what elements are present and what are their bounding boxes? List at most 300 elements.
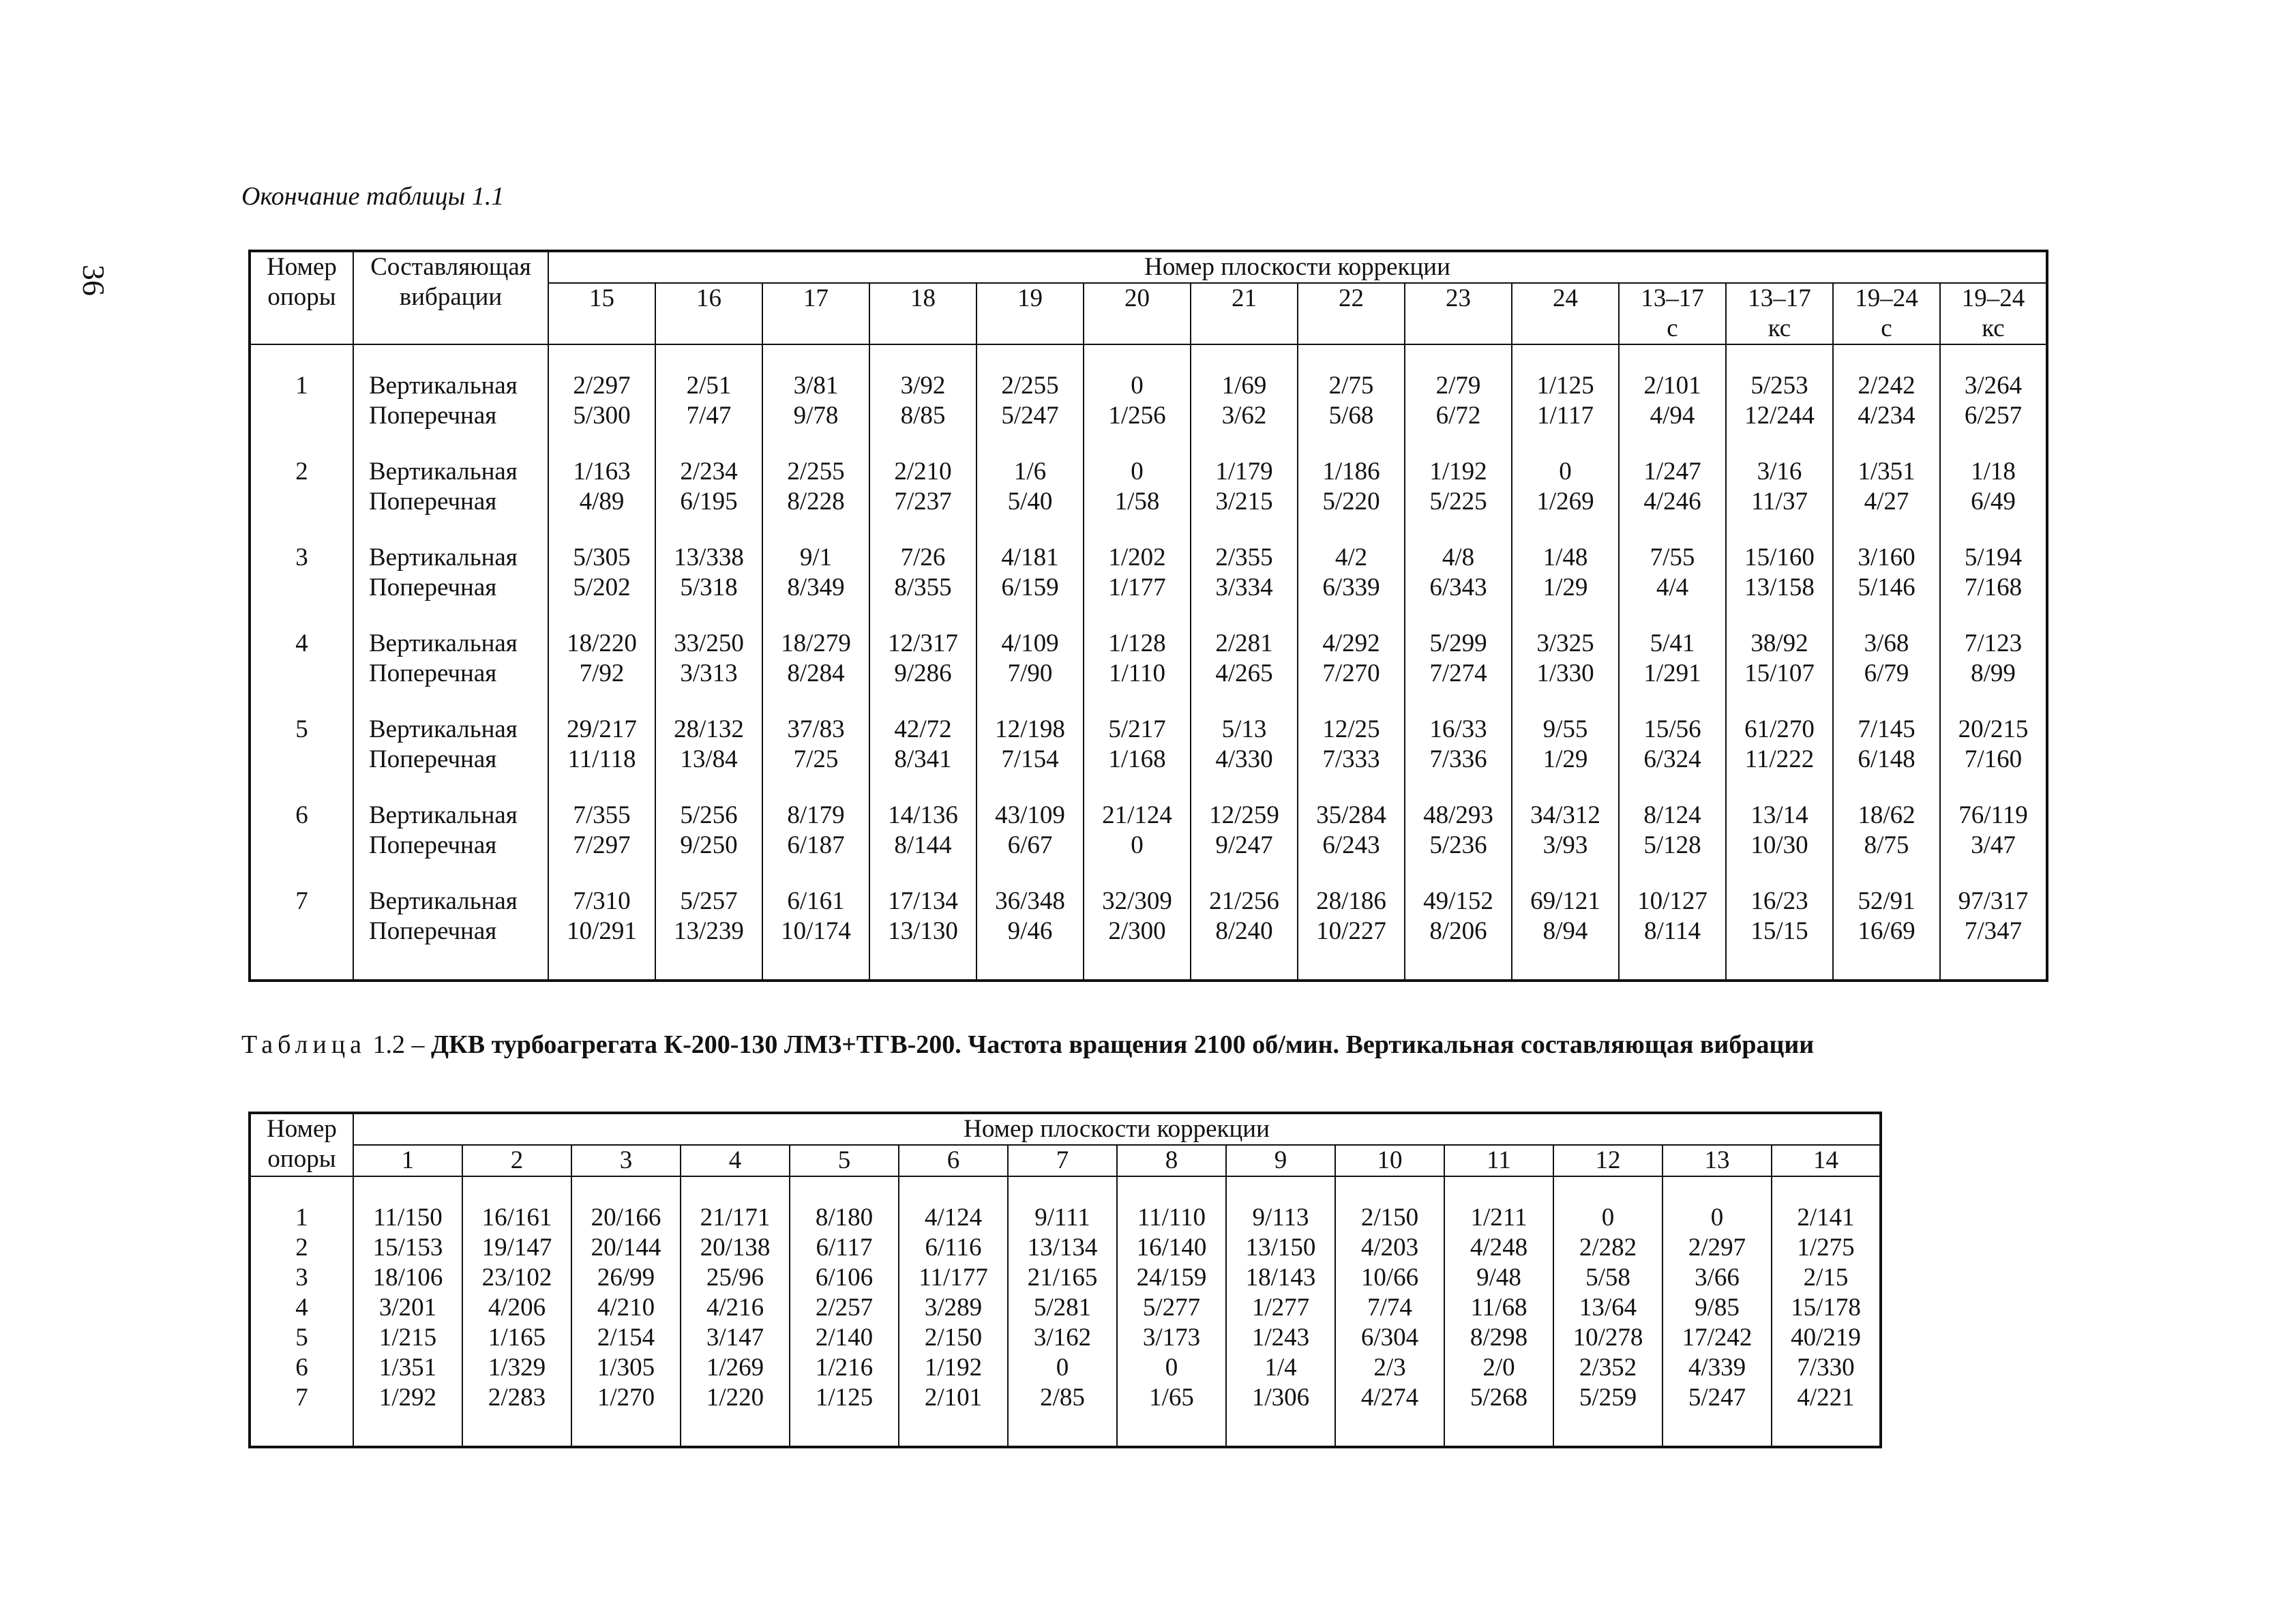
vertical-value: 35/284	[1316, 801, 1386, 829]
vertical-value: 8/124	[1643, 801, 1701, 829]
transverse-value: 6/339	[1322, 573, 1380, 601]
vibration-component-cell	[353, 689, 548, 775]
transverse-value: 5/300	[573, 402, 631, 430]
column-header: 12	[1553, 1145, 1663, 1176]
transverse-value: 1/291	[1643, 659, 1701, 687]
value-cell: 1/329	[462, 1353, 571, 1383]
value-cell	[1833, 861, 1940, 981]
value-cell	[762, 431, 869, 517]
value-cell: 2/101	[899, 1383, 1008, 1447]
value-cell: 2/141	[1772, 1176, 1881, 1233]
transverse-value: 4/246	[1643, 488, 1701, 516]
support-number: 3	[250, 517, 353, 603]
value-cell: 1/277	[1226, 1293, 1335, 1323]
value-cell	[1619, 517, 1726, 603]
transverse-value: 3/62	[1221, 402, 1267, 430]
value-cell: 2/150	[1335, 1176, 1444, 1233]
value-cell	[1084, 517, 1191, 603]
value-cell	[1084, 603, 1191, 689]
vertical-value: 21/124	[1102, 801, 1172, 829]
vertical-value: 2/297	[573, 372, 631, 400]
table-row	[250, 1263, 1881, 1293]
value-cell: 9/113	[1226, 1176, 1335, 1233]
transverse-value: 8/341	[894, 745, 952, 773]
value-cell	[1726, 517, 1833, 603]
value-cell	[976, 517, 1084, 603]
value-cell: 2/3	[1335, 1353, 1444, 1383]
table-row	[250, 1233, 1881, 1263]
vertical-value: 49/152	[1423, 887, 1493, 915]
transverse-value: 13/84	[680, 745, 738, 773]
value-cell	[1726, 861, 1833, 981]
transverse-value: 7/336	[1429, 745, 1487, 773]
value-cell	[548, 861, 655, 981]
transverse-value: 4/330	[1215, 745, 1273, 773]
transverse-value: 15/107	[1744, 659, 1815, 687]
vertical-value: 18/279	[781, 629, 851, 657]
value-cell	[1298, 431, 1405, 517]
value-cell	[1405, 603, 1512, 689]
value-cell	[1405, 689, 1512, 775]
value-cell: 18/143	[1226, 1263, 1335, 1293]
transverse-value: 8/206	[1429, 917, 1487, 945]
column-header: 19–24 с	[1833, 283, 1940, 344]
table-row	[250, 1323, 1881, 1353]
transverse-value: 7/92	[579, 659, 625, 687]
value-cell: 18/106	[353, 1263, 462, 1293]
transverse-value: 6/72	[1435, 402, 1481, 430]
vertical-value: 9/1	[799, 543, 833, 571]
header-correction-plane-number: Номер плоскости коррекции	[353, 1113, 1881, 1145]
value-cell: 7/74	[1335, 1293, 1444, 1323]
value-cell	[1512, 861, 1619, 981]
vertical-value: 2/255	[787, 458, 845, 486]
value-cell: 19/147	[462, 1233, 571, 1263]
column-header: 13–17 с	[1619, 283, 1726, 344]
value-cell	[655, 517, 762, 603]
support-number: 5	[250, 689, 353, 775]
support-number: 2	[250, 431, 353, 517]
page-number: 36	[76, 265, 111, 296]
vertical-value: 18/220	[567, 629, 637, 657]
transverse-value: 7/333	[1322, 745, 1380, 773]
transverse-value: 6/159	[1001, 573, 1059, 601]
value-cell	[1833, 431, 1940, 517]
transverse-value: 1/330	[1536, 659, 1594, 687]
column-header: 3	[571, 1145, 681, 1176]
value-cell: 20/144	[571, 1233, 681, 1263]
value-cell	[1191, 431, 1298, 517]
value-cell: 40/219	[1772, 1323, 1881, 1353]
table-row	[250, 1353, 1881, 1383]
value-cell: 16/161	[462, 1176, 571, 1233]
transverse-value: 11/222	[1744, 745, 1815, 773]
transverse-value: 16/69	[1858, 917, 1915, 945]
vertical-value: 52/91	[1858, 887, 1915, 915]
table-1-1	[248, 250, 2048, 982]
vertical-value: 33/250	[674, 629, 744, 657]
vertical-value: 12/25	[1322, 715, 1380, 743]
transverse-value: 5/225	[1429, 488, 1487, 516]
column-header: 16	[655, 283, 762, 344]
transverse-value: 5/68	[1328, 402, 1374, 430]
value-cell: 8/180	[790, 1176, 899, 1233]
transverse-value: 10/227	[1316, 917, 1386, 945]
vertical-value: 5/217	[1108, 715, 1166, 743]
vibration-component-cell	[353, 861, 548, 981]
value-cell	[869, 689, 976, 775]
vertical-value: 1/163	[573, 458, 631, 486]
value-cell: 5/277	[1117, 1293, 1226, 1323]
caption-title: ДКВ турбоагрегата К-200-130 ЛМЗ+ТГВ-200. Частота вращения 2100 об/мин. Вертикальная составляющая вибрации	[431, 1030, 1815, 1059]
vertical-value: 17/134	[888, 887, 958, 915]
transverse-value: 6/79	[1864, 659, 1909, 687]
value-cell: 11/177	[899, 1263, 1008, 1293]
value-cell	[1191, 689, 1298, 775]
vertical-label: Вертикальная	[369, 543, 518, 571]
vertical-label: Вертикальная	[369, 887, 518, 915]
value-cell	[762, 775, 869, 861]
vertical-value: 21/256	[1209, 887, 1279, 915]
value-cell	[1512, 431, 1619, 517]
value-cell: 0	[1553, 1176, 1663, 1233]
vertical-value: 8/179	[787, 801, 845, 829]
transverse-value: 6/195	[680, 488, 738, 516]
transverse-value: 7/168	[1964, 573, 2023, 601]
value-cell: 13/150	[1226, 1233, 1335, 1263]
value-cell	[548, 603, 655, 689]
value-cell: 3/201	[353, 1293, 462, 1323]
value-cell: 11/150	[353, 1176, 462, 1233]
value-cell	[976, 603, 1084, 689]
table-row	[250, 689, 2047, 775]
value-cell	[1726, 344, 1833, 431]
value-cell: 17/242	[1663, 1323, 1772, 1353]
value-cell	[1726, 689, 1833, 775]
value-cell: 2/154	[571, 1323, 681, 1353]
transverse-value: 9/78	[793, 402, 839, 430]
transverse-label: Поперечная	[369, 745, 497, 773]
value-cell: 4/248	[1444, 1233, 1553, 1263]
transverse-value: 7/160	[1964, 745, 2023, 773]
value-cell: 15/178	[1772, 1293, 1881, 1323]
table-row	[250, 861, 2047, 981]
value-cell: 1/125	[790, 1383, 899, 1447]
column-header: 5	[790, 1145, 899, 1176]
value-cell: 2/257	[790, 1293, 899, 1323]
transverse-value: 8/240	[1215, 917, 1273, 945]
transverse-value: 4/4	[1656, 573, 1689, 601]
transverse-value: 1/269	[1536, 488, 1594, 516]
transverse-value: 4/27	[1864, 488, 1909, 516]
vertical-value: 3/92	[900, 372, 946, 400]
support-number: 4	[250, 603, 353, 689]
transverse-value: 6/187	[787, 831, 845, 859]
transverse-value: 9/286	[894, 659, 952, 687]
transverse-value: 1/58	[1114, 488, 1160, 516]
vertical-value: 6/161	[787, 887, 845, 915]
vertical-value: 69/121	[1530, 887, 1600, 915]
transverse-value: 5/40	[1007, 488, 1053, 516]
value-cell: 11/110	[1117, 1176, 1226, 1233]
value-cell: 4/206	[462, 1293, 571, 1323]
vertical-label: Вертикальная	[369, 715, 518, 743]
vertical-label: Вертикальная	[369, 629, 518, 657]
value-cell	[762, 344, 869, 431]
transverse-value: 1/110	[1109, 659, 1165, 687]
column-header: 11	[1444, 1145, 1553, 1176]
transverse-value: 7/154	[1001, 745, 1059, 773]
caption-prefix: Таблица	[241, 1030, 367, 1059]
transverse-value: 7/47	[686, 402, 732, 430]
value-cell	[655, 344, 762, 431]
column-header: 13–17 кс	[1726, 283, 1833, 344]
vertical-value: 34/312	[1530, 801, 1600, 829]
vertical-label: Вертикальная	[369, 458, 518, 486]
vertical-value: 20/215	[1958, 715, 2029, 743]
vertical-value: 4/181	[1001, 543, 1059, 571]
value-cell	[1298, 517, 1405, 603]
value-cell: 2/297	[1663, 1233, 1772, 1263]
value-cell	[1726, 431, 1833, 517]
value-cell: 1/165	[462, 1323, 571, 1353]
header-support-number: Номер опоры	[250, 251, 353, 344]
transverse-value: 5/236	[1429, 831, 1487, 859]
vertical-value: 4/292	[1322, 629, 1380, 657]
column-header: 7	[1008, 1145, 1117, 1176]
column-header: 19	[976, 283, 1084, 344]
value-cell	[548, 775, 655, 861]
value-cell: 1/215	[353, 1323, 462, 1353]
value-cell: 1/4	[1226, 1353, 1335, 1383]
table-row	[250, 517, 2047, 603]
column-header: 13	[1663, 1145, 1772, 1176]
value-cell: 9/48	[1444, 1263, 1553, 1293]
value-cell: 1/306	[1226, 1383, 1335, 1447]
vertical-value: 3/325	[1536, 629, 1594, 657]
vertical-value: 12/198	[995, 715, 1065, 743]
vertical-value: 15/160	[1744, 543, 1815, 571]
value-cell: 3/162	[1008, 1323, 1117, 1353]
support-number: 4	[250, 1293, 353, 1323]
column-header: 24	[1512, 283, 1619, 344]
value-cell: 21/165	[1008, 1263, 1117, 1293]
transverse-value: 13/130	[888, 917, 958, 945]
value-cell: 2/140	[790, 1323, 899, 1353]
value-cell	[762, 603, 869, 689]
value-cell: 8/298	[1444, 1323, 1553, 1353]
vertical-value: 29/217	[567, 715, 637, 743]
transverse-value: 6/148	[1858, 745, 1915, 773]
value-cell: 10/66	[1335, 1263, 1444, 1293]
value-cell	[976, 689, 1084, 775]
vertical-value: 0	[1131, 372, 1144, 400]
vertical-value: 2/355	[1215, 543, 1273, 571]
vertical-value: 3/68	[1864, 629, 1909, 657]
vertical-value: 5/194	[1964, 543, 2023, 571]
value-cell: 2/283	[462, 1383, 571, 1447]
transverse-value: 8/85	[900, 402, 946, 430]
transverse-value: 7/347	[1964, 917, 2023, 945]
header-correction-plane-number: Номер плоскости коррекции	[548, 251, 2047, 283]
transverse-value: 5/220	[1322, 488, 1380, 516]
transverse-value: 3/47	[1971, 831, 2016, 859]
transverse-value: 8/99	[1971, 659, 2016, 687]
value-cell: 20/166	[571, 1176, 681, 1233]
vertical-value: 7/123	[1964, 629, 2023, 657]
transverse-label: Поперечная	[369, 573, 497, 601]
vertical-value: 1/125	[1536, 372, 1594, 400]
vertical-value: 9/55	[1542, 715, 1588, 743]
value-cell: 6/116	[899, 1233, 1008, 1263]
vertical-value: 37/83	[787, 715, 845, 743]
vertical-value: 4/109	[1001, 629, 1059, 657]
value-cell	[1512, 775, 1619, 861]
value-cell: 23/102	[462, 1263, 571, 1293]
value-cell	[1512, 344, 1619, 431]
value-cell	[655, 689, 762, 775]
value-cell	[1405, 344, 1512, 431]
vibration-component-cell	[353, 603, 548, 689]
table-row	[250, 775, 2047, 861]
value-cell	[1512, 603, 1619, 689]
transverse-value: 13/239	[674, 917, 744, 945]
value-cell: 4/210	[571, 1293, 681, 1323]
header-support-number: Номер опоры	[250, 1113, 353, 1176]
value-cell	[1833, 517, 1940, 603]
column-header: 1	[353, 1145, 462, 1176]
value-cell: 5/58	[1553, 1263, 1663, 1293]
transverse-label: Поперечная	[369, 659, 497, 687]
vertical-value: 2/75	[1328, 372, 1374, 400]
vertical-value: 16/33	[1429, 715, 1487, 743]
value-cell	[869, 861, 976, 981]
value-cell: 16/140	[1117, 1233, 1226, 1263]
value-cell: 15/153	[353, 1233, 462, 1263]
value-cell	[1084, 689, 1191, 775]
transverse-value: 1/177	[1108, 573, 1166, 601]
value-cell: 1/65	[1117, 1383, 1226, 1447]
table-row	[250, 431, 2047, 517]
value-cell: 4/339	[1663, 1353, 1772, 1383]
table-row	[250, 1176, 1881, 1233]
vertical-value: 16/23	[1750, 887, 1808, 915]
value-cell	[1191, 861, 1298, 981]
value-cell	[548, 431, 655, 517]
value-cell: 1/192	[899, 1353, 1008, 1383]
transverse-value: 4/94	[1650, 402, 1695, 430]
transverse-value: 3/93	[1542, 831, 1588, 859]
value-cell	[1619, 344, 1726, 431]
value-cell	[869, 775, 976, 861]
value-cell	[1084, 861, 1191, 981]
value-cell	[1298, 775, 1405, 861]
value-cell: 3/147	[681, 1323, 790, 1353]
transverse-value: 10/291	[567, 917, 637, 945]
transverse-value: 5/146	[1858, 573, 1915, 601]
value-cell: 2/282	[1553, 1233, 1663, 1263]
value-cell	[1191, 775, 1298, 861]
vertical-value: 42/72	[894, 715, 952, 743]
value-cell: 1/243	[1226, 1323, 1335, 1353]
vertical-value: 2/242	[1858, 372, 1915, 400]
value-cell	[762, 861, 869, 981]
vertical-value: 7/55	[1650, 543, 1695, 571]
vertical-value: 1/351	[1858, 458, 1915, 486]
value-cell	[1405, 517, 1512, 603]
value-cell	[655, 431, 762, 517]
vertical-value: 5/305	[573, 543, 631, 571]
transverse-value: 5/247	[1001, 402, 1059, 430]
transverse-label: Поперечная	[369, 488, 497, 516]
value-cell	[655, 861, 762, 981]
value-cell	[548, 344, 655, 431]
transverse-value: 4/89	[579, 488, 625, 516]
support-number: 5	[250, 1323, 353, 1353]
vibration-component-cell	[353, 517, 548, 603]
transverse-value: 3/334	[1215, 573, 1273, 601]
column-header: 10	[1335, 1145, 1444, 1176]
column-header: 21	[1191, 283, 1298, 344]
value-cell: 0	[1117, 1353, 1226, 1383]
transverse-value: 5/128	[1643, 831, 1701, 859]
value-cell	[1191, 603, 1298, 689]
value-cell: 1/351	[353, 1353, 462, 1383]
transverse-value: 13/158	[1744, 573, 1815, 601]
transverse-value: 8/284	[787, 659, 845, 687]
value-cell	[1619, 861, 1726, 981]
vertical-value: 1/247	[1643, 458, 1701, 486]
value-cell: 2/0	[1444, 1353, 1553, 1383]
transverse-value: 7/274	[1429, 659, 1487, 687]
value-cell: 2/150	[899, 1323, 1008, 1353]
transverse-value: 7/297	[573, 831, 631, 859]
table-1-2-caption	[241, 1030, 1814, 1060]
transverse-value: 6/324	[1643, 745, 1701, 773]
value-cell	[762, 689, 869, 775]
transverse-value: 3/313	[680, 659, 738, 687]
value-cell: 0	[1663, 1176, 1772, 1233]
transverse-value: 10/30	[1750, 831, 1808, 859]
value-cell	[1084, 344, 1191, 431]
value-cell	[1405, 775, 1512, 861]
value-cell	[1940, 517, 2047, 603]
value-cell	[1940, 689, 2047, 775]
value-cell: 2/352	[1553, 1353, 1663, 1383]
transverse-value: 4/265	[1215, 659, 1273, 687]
vertical-value: 5/257	[680, 887, 738, 915]
transverse-value: 8/355	[894, 573, 952, 601]
value-cell: 1/270	[571, 1383, 681, 1447]
vertical-value: 2/234	[680, 458, 738, 486]
vertical-value: 3/264	[1964, 372, 2023, 400]
value-cell: 4/274	[1335, 1383, 1444, 1447]
vibration-component-cell	[353, 431, 548, 517]
value-cell	[869, 517, 976, 603]
value-cell: 1/275	[1772, 1233, 1881, 1263]
value-cell	[1512, 517, 1619, 603]
value-cell: 9/111	[1008, 1176, 1117, 1233]
transverse-value: 6/257	[1964, 402, 2023, 430]
header-vibration-component: Составляющая вибрации	[353, 251, 548, 344]
column-header: 15	[548, 283, 655, 344]
value-cell: 1/269	[681, 1353, 790, 1383]
value-cell	[1512, 689, 1619, 775]
vertical-value: 2/79	[1435, 372, 1481, 400]
column-header: 9	[1226, 1145, 1335, 1176]
vertical-value: 2/281	[1215, 629, 1273, 657]
value-cell: 6/106	[790, 1263, 899, 1293]
